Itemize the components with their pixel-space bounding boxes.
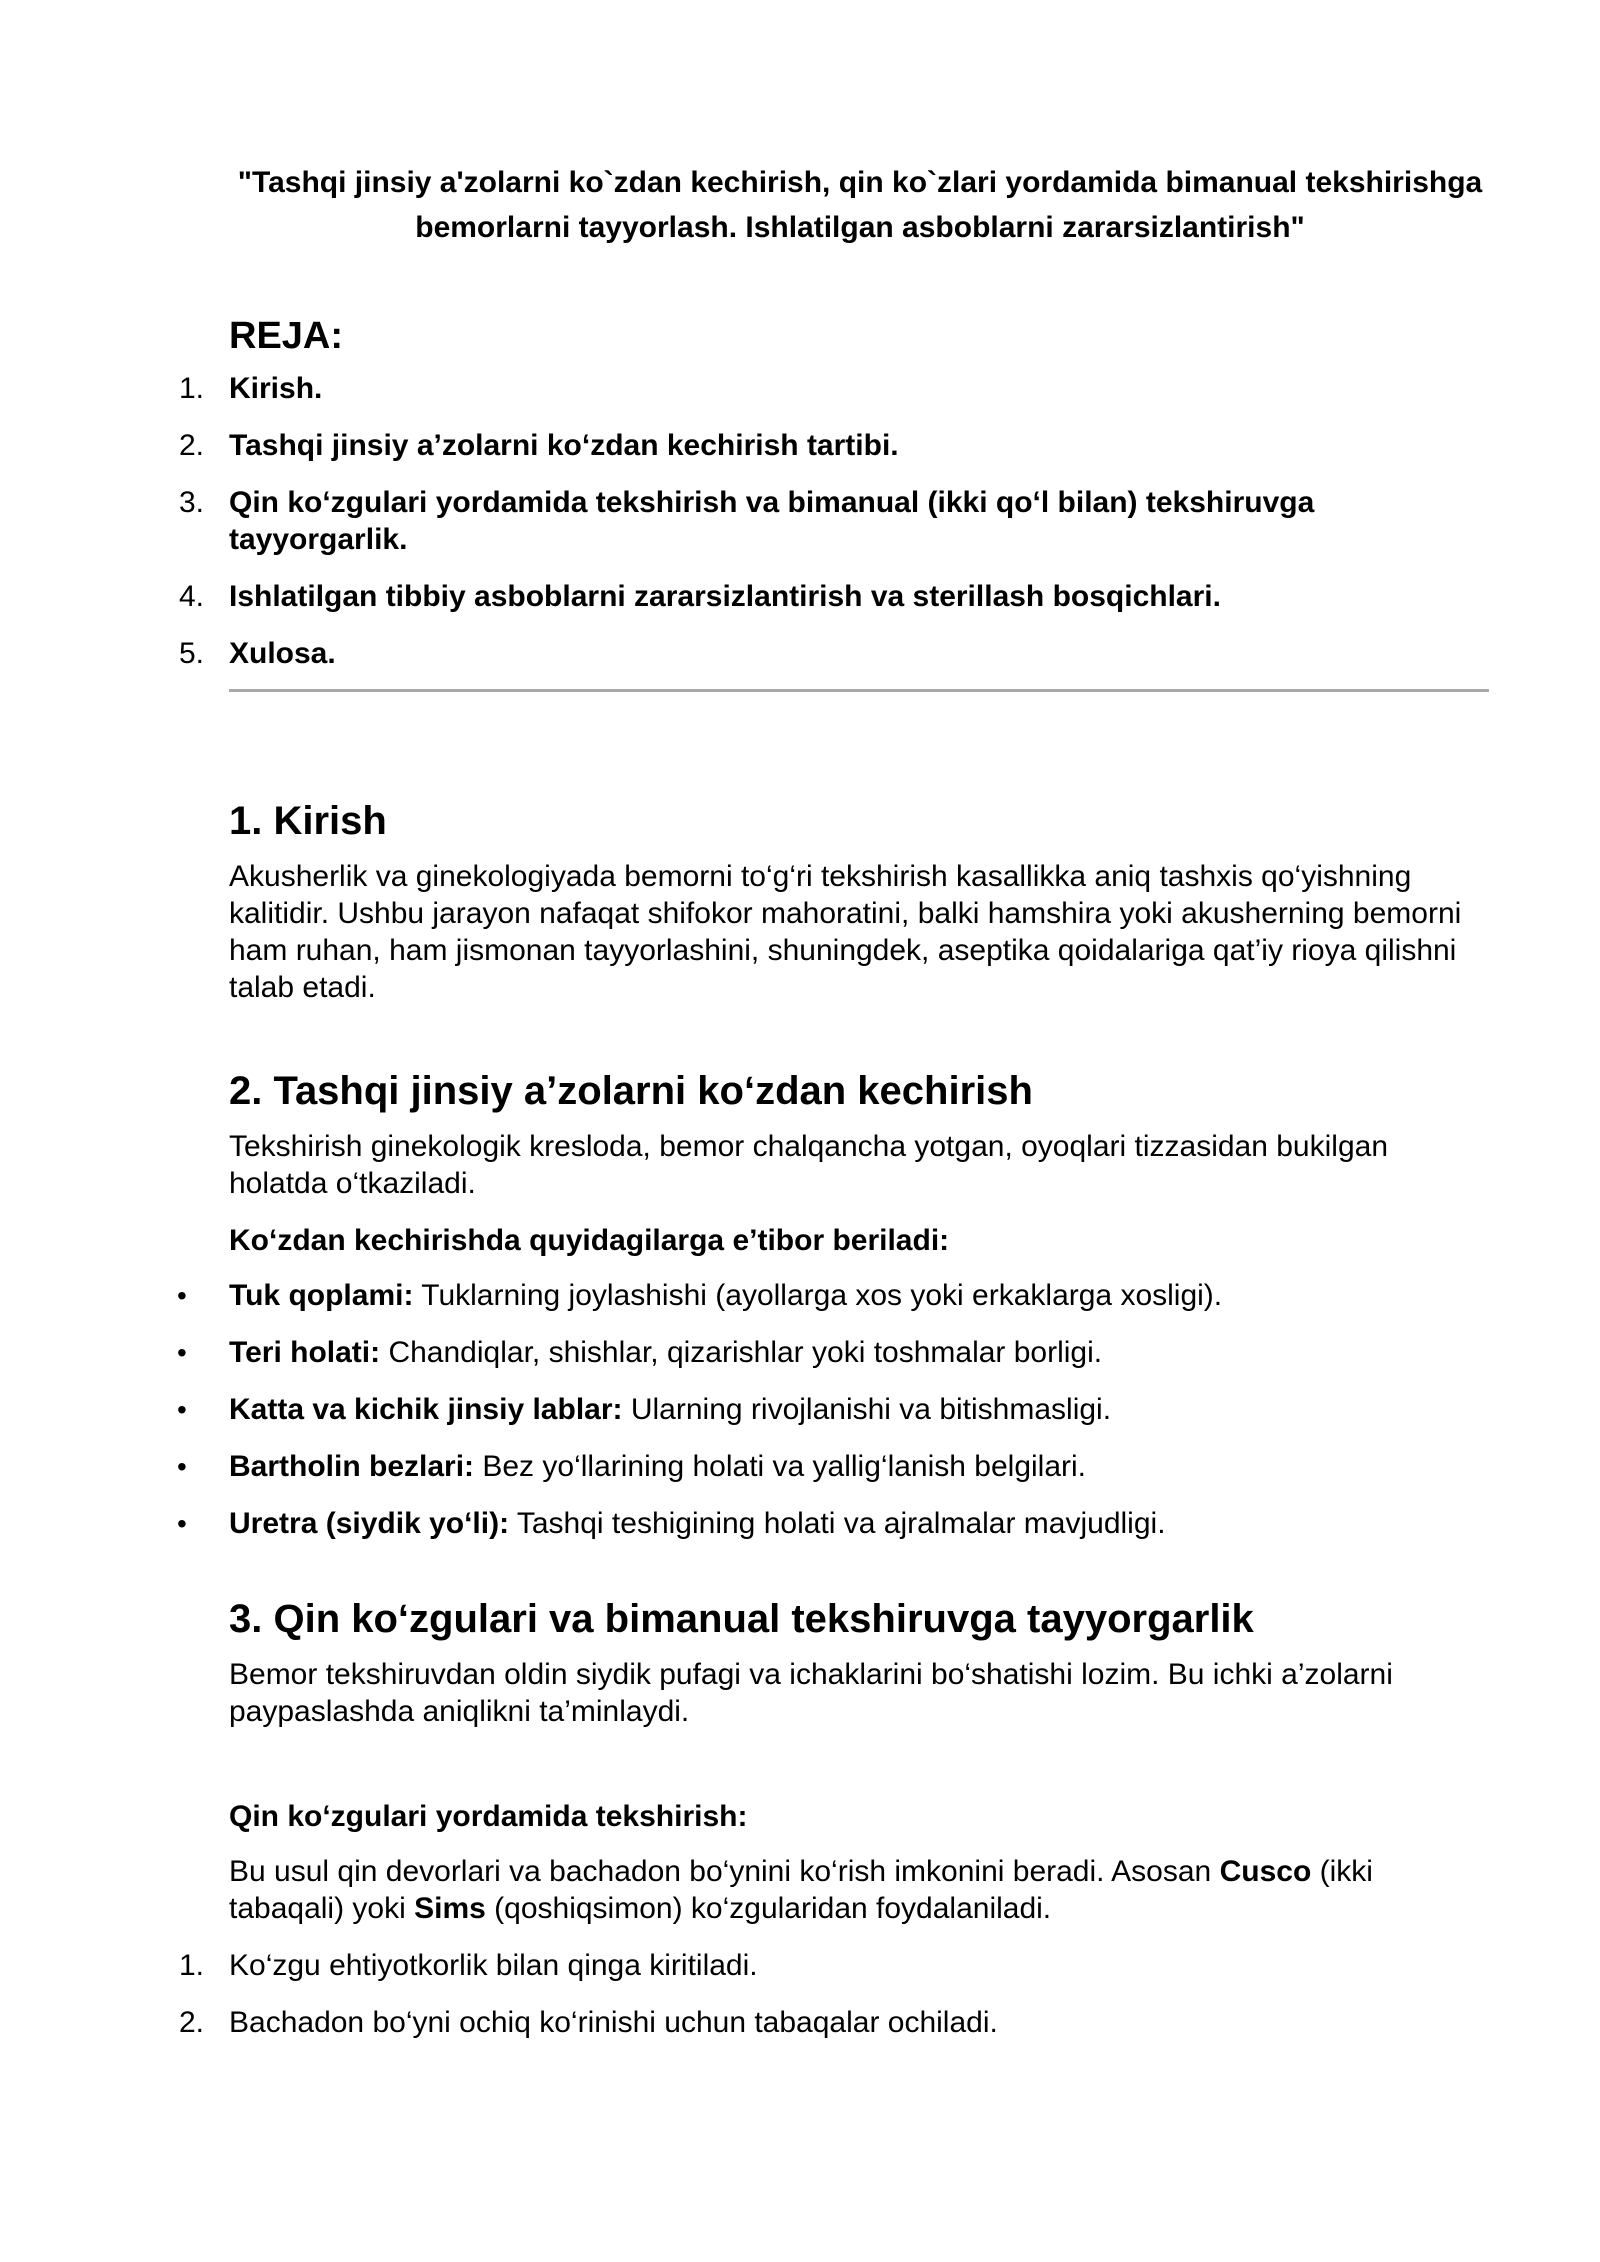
document-title: "Tashqi jinsiy a'zolarni ko`zdan kechirish, qin ko`zlari yordamida bimanual tekshirishga bemorlarni tayyorlash. Ishlatilgan asboblarni zararsizlantirish" xyxy=(237,166,1483,244)
section-2-paragraph: Tekshirish ginekologik kresloda, bemor chalqancha yotgan, oyoqlari tizzasidan bukilgan holatda o‘tkaziladi. xyxy=(229,1130,1388,1200)
speculum-steps-list xyxy=(179,1947,1489,2041)
list-item xyxy=(177,1505,1489,1542)
item-text: Tashqi teshigining holati va ajralmalar mavjudligi. xyxy=(509,1507,1166,1540)
list-item xyxy=(177,1391,1489,1428)
speculum-name-cusco: Cusco xyxy=(1219,1855,1312,1888)
section-2-subheading: Ko‘zdan kechirishda quyidagilarga e’tibor beriladi: xyxy=(229,1224,950,1257)
item-label: Tuk qoplami: xyxy=(229,1279,414,1312)
plan-item xyxy=(179,635,1489,672)
document-body xyxy=(177,312,1489,2061)
section-3-subheading: Qin ko‘zgulari yordamida tekshirish: xyxy=(229,1800,748,1833)
item-text: Bez yo‘llarining holati va yallig‘lanish belgilari. xyxy=(474,1450,1087,1483)
text-run: (qoshiqsimon) ko‘zgularidan foydalaniladi. xyxy=(485,1892,1052,1925)
bullet-icon: • xyxy=(177,1280,187,1311)
plan-heading: REJA: xyxy=(229,315,344,357)
plan-item xyxy=(179,427,1489,464)
item-text: Ularning rivojlanishi va bitishmasligi. xyxy=(622,1393,1112,1426)
section-3-paragraph-2 xyxy=(229,1853,1489,1927)
item-text: Tuklarning joylashishi (ayollarga xos yoki erkaklarga xosligi). xyxy=(413,1279,1223,1312)
step-item xyxy=(179,2004,1489,2041)
bullet-icon: • xyxy=(177,1451,187,1482)
inspection-list xyxy=(177,1277,1489,1542)
section-2-heading: 2. Tashqi jinsiy a’zolarni ko‘zdan kechirish xyxy=(229,1069,1033,1113)
item-label: Uretra (siydik yo‘li): xyxy=(229,1507,510,1540)
text-run: (ikki tabaqali) yoki xyxy=(229,1855,1373,1925)
step-text: Ko‘zgu ehtiyotkorlik bilan qinga kiritiladi. xyxy=(229,1949,758,1982)
section-1-heading: 1. Kirish xyxy=(229,799,387,843)
item-label: Teri holati: xyxy=(229,1336,381,1369)
section-1-paragraph: Akusherlik va ginekologiyada bemorni to‘g‘ri tekshirish kasallikka aniq tashxis qo‘yishning kalitidir. Ushbu jarayon nafaqat shifokor mahoratini, balki hamshira yoki akusherning bemorni ham ruhan, ham jismonan tayyorlashini, shuningdek, aseptika qoidalariga qat’iy rioya qilishni talab etadi. xyxy=(229,860,1462,1004)
plan-list xyxy=(179,370,1489,672)
section-3-paragraph: Bemor tekshiruvdan oldin siydik pufagi va ichaklarini bo‘shatishi lozim. Bu ichki a’zolarni paypaslashda aniqlikni ta’minlaydi. xyxy=(229,1658,1393,1728)
step-text: Bachadon bo‘yni ochiq ko‘rinishi uchun tabaqalar ochiladi. xyxy=(229,2006,998,2039)
plan-item-text: Ishlatilgan tibbiy asboblarni zararsizlantirish va sterillash bosqichlari. xyxy=(229,580,1221,613)
list-item xyxy=(177,1277,1489,1314)
plan-item xyxy=(179,578,1489,615)
list-number: 5. xyxy=(179,637,205,670)
list-number: 2. xyxy=(179,2006,205,2039)
horizontal-divider xyxy=(229,689,1489,692)
plan-item xyxy=(179,370,1489,407)
bullet-icon: • xyxy=(177,1337,187,1368)
list-number: 1. xyxy=(179,372,205,405)
list-number: 1. xyxy=(179,1949,205,1982)
plan-item-text: Xulosa. xyxy=(229,637,336,670)
bullet-icon: • xyxy=(177,1394,187,1425)
item-label: Bartholin bezlari: xyxy=(229,1450,475,1483)
plan-item-text: Kirish. xyxy=(229,372,323,405)
step-item xyxy=(179,1947,1489,1984)
list-item xyxy=(177,1448,1489,1485)
list-number: 2. xyxy=(179,429,205,462)
item-label: Katta va kichik jinsiy lablar: xyxy=(229,1393,623,1426)
plan-item-text: Qin ko‘zgulari yordamida tekshirish va bimanual (ikki qo‘l bilan) tekshiruvga tayyorgarlik. xyxy=(229,486,1315,556)
plan-item xyxy=(179,484,1489,558)
text-run: Bu usul qin devorlari va bachadon bo‘ynini ko‘rish imkonini beradi. Asosan xyxy=(229,1855,1220,1888)
speculum-name-sims: Sims xyxy=(414,1892,486,1925)
item-text: Chandiqlar, shishlar, qizarishlar yoki toshmalar borligi. xyxy=(380,1336,1103,1369)
list-number: 4. xyxy=(179,580,205,613)
bullet-icon: • xyxy=(177,1508,187,1539)
section-3-heading: 3. Qin ko‘zgulari va bimanual tekshiruvga tayyorgarlik xyxy=(229,1597,1254,1641)
plan-item-text: Tashqi jinsiy a’zolarni ko‘zdan kechirish tartibi. xyxy=(229,429,899,462)
list-item xyxy=(177,1334,1489,1371)
list-number: 3. xyxy=(179,486,205,519)
